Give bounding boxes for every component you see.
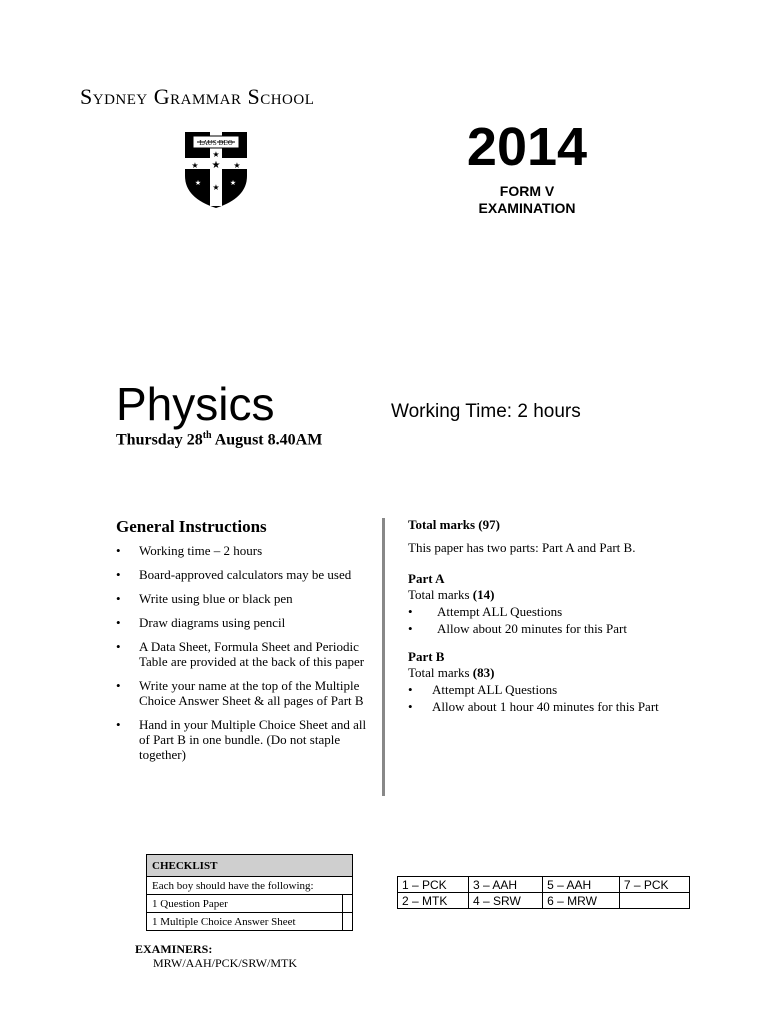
table-row [398, 893, 690, 909]
list-item: • Attempt ALL Questions [408, 681, 659, 698]
list-item: • Allow about 1 hour 40 minutes for this Part [408, 698, 659, 715]
marker-cell: 5 – AAH [543, 877, 620, 893]
form-label: FORM V [499, 183, 555, 199]
checkbox[interactable] [343, 913, 353, 931]
list-item: • Working time – 2 hours [114, 543, 376, 558]
list-item: • A Data Sheet, Formula Sheet and Periodic Table are provided at the back of this paper [114, 639, 376, 669]
exam-type-label: EXAMINATION [478, 200, 576, 216]
list-item: • Draw diagrams using pencil [114, 615, 376, 630]
list-item: • Board-approved calculators may be used [114, 567, 376, 582]
checklist-item: 1 Question Paper [147, 895, 343, 913]
marker-cell: 7 – PCK [619, 877, 689, 893]
svg-text:★: ★ [233, 161, 241, 170]
part-a-marks: Total marks (14) [408, 587, 495, 602]
svg-text:★: ★ [212, 183, 220, 192]
marker-cell: 4 – SRW [468, 893, 542, 909]
paper-intro: This paper has two parts: Part A and Part B. [408, 540, 636, 555]
part-a-title: Part A [408, 571, 445, 586]
svg-text:★: ★ [212, 150, 220, 159]
table-row [398, 877, 690, 893]
part-a-section [408, 571, 627, 637]
checkbox[interactable] [343, 895, 353, 913]
svg-text:★: ★ [194, 179, 202, 187]
school-name: Sydney Grammar School [80, 84, 315, 109]
list-item: • Write using blue or black pen [114, 591, 376, 606]
table-row [147, 855, 353, 877]
svg-text:LAUS DEO: LAUS DEO [199, 140, 233, 147]
marker-cell: 6 – MRW [543, 893, 620, 909]
table-row [147, 913, 353, 931]
list-item: • Hand in your Multiple Choice Sheet and all of Part B in one bundle. (Do not staple together) [114, 717, 376, 762]
part-b-list [408, 681, 659, 715]
table-row [147, 877, 353, 895]
exam-year: 2014 [466, 117, 588, 177]
svg-text:★: ★ [211, 160, 221, 171]
list-item: • Write your name at the top of the Multiple Choice Answer Sheet & all pages of Part B [114, 678, 376, 708]
general-instructions-title: General Instructions [116, 517, 267, 536]
school-crest-icon [183, 130, 249, 210]
marker-cell: 1 – PCK [398, 877, 469, 893]
subject-title: Physics [116, 378, 275, 430]
svg-text:★: ★ [229, 179, 237, 187]
svg-text:★: ★ [191, 161, 199, 170]
list-item: • Allow about 20 minutes for this Part [408, 620, 627, 637]
general-instructions-list [114, 543, 376, 771]
markers-table [397, 876, 690, 909]
checklist-intro: Each boy should have the following: [147, 877, 353, 895]
checklist-item: 1 Multiple Choice Answer Sheet [147, 913, 343, 931]
part-b-title: Part B [408, 649, 445, 664]
examiners-value: MRW/AAH/PCK/SRW/MTK [153, 956, 298, 970]
marker-cell: 3 – AAH [468, 877, 542, 893]
examiners-label: EXAMINERS: [135, 942, 213, 956]
list-item: • Attempt ALL Questions [408, 603, 627, 620]
part-b-section [408, 649, 659, 715]
table-row [147, 895, 353, 913]
exam-date: Thursday 28th August 8.40AM [116, 430, 323, 449]
total-marks: Total marks (97) [408, 517, 500, 532]
column-divider [382, 518, 385, 796]
marker-cell: 2 – MTK [398, 893, 469, 909]
checklist-table [146, 854, 353, 931]
working-time: Working Time: 2 hours [391, 401, 581, 422]
part-a-list [408, 603, 627, 637]
checklist-header: CHECKLIST [147, 855, 353, 877]
part-b-marks: Total marks (83) [408, 665, 495, 680]
marker-cell [619, 893, 689, 909]
